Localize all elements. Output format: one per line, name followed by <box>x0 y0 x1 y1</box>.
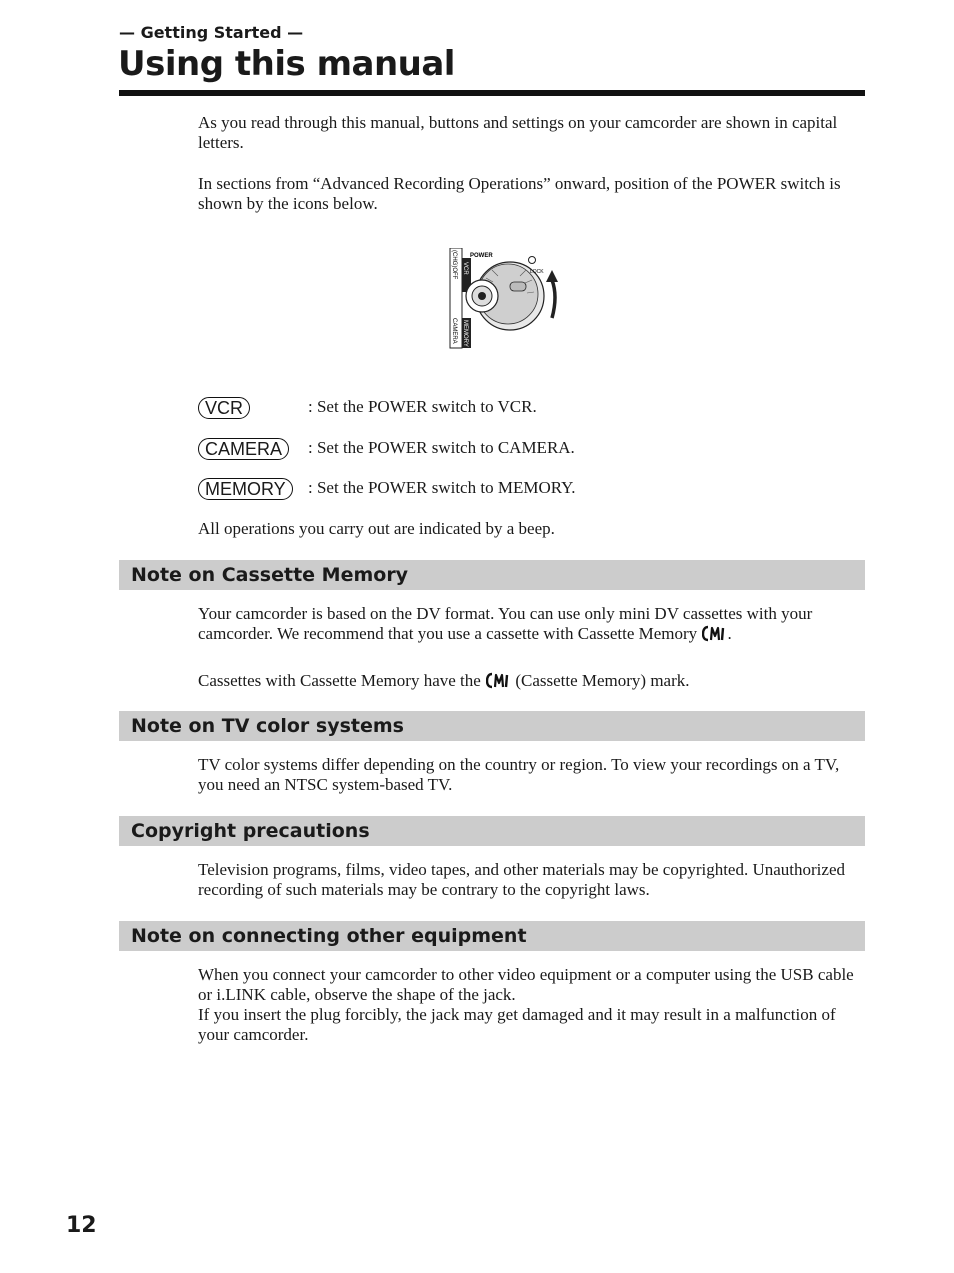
section-heading-connecting: Note on connecting other equipment <box>119 921 865 951</box>
section-heading-cassette-memory: Note on Cassette Memory <box>119 560 865 590</box>
vcr-switch-icon: VCR <box>198 397 250 419</box>
section-heading-tv-color: Note on TV color systems <box>119 711 865 741</box>
figure-label-camera: CAMERA <box>451 318 457 344</box>
beep-note: All operations you carry out are indicated by a beep. <box>198 519 555 538</box>
intro-paragraph-2: In sections from “Advanced Recording Operations” onward, position of the POWER switch is shown by the icons below. <box>198 174 841 213</box>
camera-switch-icon: CAMERA <box>198 438 289 460</box>
cassette-memory-icon <box>702 625 726 642</box>
connecting-paragraph-2: If you insert the plug forcibly, the jack may get damaged and it may result in a malfunction of your camcorder. <box>198 1005 836 1044</box>
power-switch-illustration <box>448 248 568 350</box>
legend-text-vcr: : Set the POWER switch to VCR. <box>308 397 537 416</box>
section-label: — Getting Started — <box>119 23 304 42</box>
figure-label-memory: MEMORY <box>462 320 468 347</box>
figure-label-vcr: VCR <box>462 262 468 275</box>
tv-paragraph: TV color systems differ depending on the country or region. To view your recordings on a TV, you need an NTSC system-based TV. <box>198 755 840 794</box>
cassette-paragraph-1-text: Your camcorder is based on the DV format. You can use only mini DV cassettes with your camcorder. We recommend that you use a cassette with Cassette Memory <box>198 604 813 643</box>
cassette-paragraph-1 <box>198 604 868 644</box>
copyright-paragraph: Television programs, films, video tapes, and other materials may be copyrighted. Unauthorized recording of such materials may be contrary to the copyright laws. <box>198 860 845 899</box>
intro-paragraph-1: As you read through this manual, buttons and settings on your camcorder are shown in capital letters. <box>198 113 838 152</box>
cassette-paragraph-2-end: (Cassette Memory) mark. <box>515 671 690 690</box>
connecting-paragraph-1: When you connect your camcorder to other video equipment or a computer using the USB cable or i.LINK cable, observe the shape of the jack. <box>198 965 854 1004</box>
title-rule <box>119 90 865 96</box>
figure-label-lock: LOCK <box>530 269 544 275</box>
section-heading-copyright: Copyright precautions <box>119 816 865 846</box>
cassette-paragraph-2 <box>198 671 868 691</box>
legend-text-memory: : Set the POWER switch to MEMORY. <box>308 478 576 497</box>
page-number: 12 <box>66 1213 97 1238</box>
memory-switch-icon: MEMORY <box>198 478 293 500</box>
cassette-paragraph-2-text: Cassettes with Cassette Memory have the <box>198 671 481 690</box>
cassette-paragraph-1-end: . <box>727 624 732 643</box>
legend-text-camera: : Set the POWER switch to CAMERA. <box>308 438 575 457</box>
page-title: Using this manual <box>118 44 455 84</box>
figure-label-power: POWER <box>470 253 493 259</box>
figure-label-chg-off: (CHG)OFF <box>451 250 457 280</box>
cassette-memory-icon <box>486 672 510 689</box>
